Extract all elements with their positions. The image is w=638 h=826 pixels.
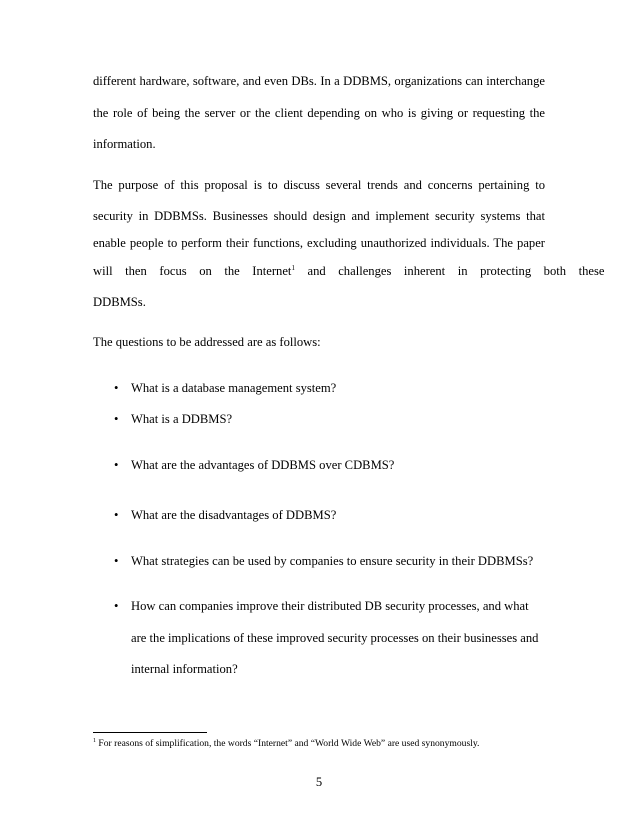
- paragraph-2-line-3: enable people to perform their functions, excluding unauthorized individuals. The paper: [93, 236, 545, 250]
- bullet-icon: •: [114, 381, 119, 395]
- bullet-icon: •: [114, 554, 119, 568]
- question-5: What strategies can be used by companies to ensure security in their DDBMSs?: [131, 554, 534, 568]
- paragraph-1-line-1: different hardware, software, and even DBs. In a DDBMS, organizations can interchange: [93, 74, 545, 88]
- footnote-reference: 1: [291, 264, 295, 272]
- footnote-text: For reasons of simplification, the words “Internet” and “World Wide Web” are used synonymously.: [96, 738, 480, 749]
- question-4: What are the disadvantages of DDBMS?: [131, 508, 337, 522]
- paragraph-2-line-4: [93, 263, 605, 279]
- question-1: What is a database management system?: [131, 381, 337, 395]
- questions-intro: The questions to be addressed are as follows:: [93, 335, 321, 349]
- footnote: [93, 737, 479, 751]
- paragraph-1-line-2: the role of being the server or the client depending on who is giving or requesting the: [93, 106, 545, 120]
- bullet-icon: •: [114, 599, 119, 613]
- bullet-icon: •: [114, 412, 119, 426]
- page-number: 5: [315, 775, 323, 789]
- footnote-marker: 1: [93, 738, 96, 744]
- internet-text: will then focus on the Internet: [93, 264, 292, 278]
- bullet-icon: •: [114, 508, 119, 522]
- paragraph-2-line-5: DDBMSs.: [93, 295, 146, 309]
- question-3: What are the advantages of DDBMS over CDBMS?: [131, 458, 395, 472]
- footnote-divider: [93, 732, 207, 733]
- line-4-continuation: and challenges inherent in protecting both these: [294, 264, 605, 278]
- question-6-line-1: How can companies improve their distributed DB security processes, and what: [131, 599, 529, 613]
- paragraph-2-line-2: security in DDBMSs. Businesses should design and implement security systems that: [93, 209, 545, 223]
- question-6-line-3: internal information?: [131, 662, 238, 676]
- question-2: What is a DDBMS?: [131, 412, 233, 426]
- paragraph-1-line-3: information.: [93, 137, 156, 151]
- bullet-icon: •: [114, 458, 119, 472]
- question-6-line-2: are the implications of these improved security processes on their businesses and: [131, 631, 539, 645]
- paragraph-2-line-1: The purpose of this proposal is to discuss several trends and concerns pertaining to: [93, 178, 545, 192]
